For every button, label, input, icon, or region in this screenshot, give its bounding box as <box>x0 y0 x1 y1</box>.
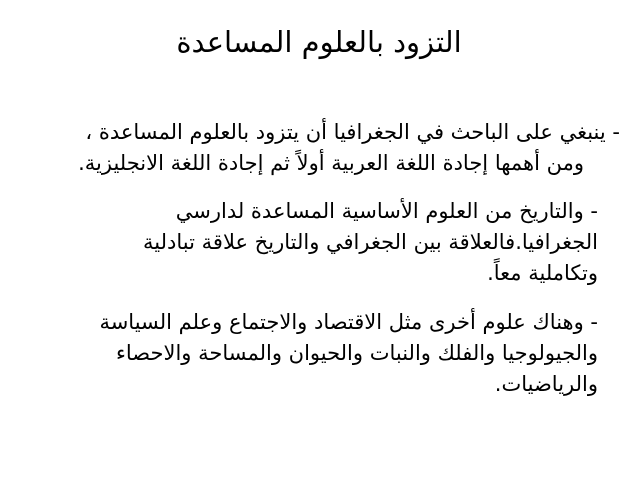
paragraph-history <box>38 196 598 289</box>
paragraph-line: وتكاملية معاً. <box>487 261 598 285</box>
paragraph-line: - وهناك علوم أخرى مثل الاقتصاد والاجتماع وعلم السياسة <box>99 310 598 334</box>
paragraph-line: - والتاريخ من العلوم الأساسية المساعدة لدارسي <box>175 199 598 223</box>
paragraph-line: ومن أهمها إجادة اللغة العربية أولاً ثم إجادة اللغة الانجليزية. <box>78 151 584 175</box>
paragraph-auxiliary-sciences <box>12 117 620 179</box>
paragraph-line: والرياضيات. <box>494 372 598 396</box>
paragraph-line: والجيولوجيا والفلك والنبات والحيوان والمساحة والاحصاء <box>116 341 598 365</box>
slide-title: التزود بالعلوم المساعدة <box>176 25 462 59</box>
paragraph-line: - ينبغي على الباحث في الجغرافيا أن يتزود بالعلوم المساعدة ، <box>85 120 620 144</box>
paragraph-other-sciences <box>8 307 598 400</box>
paragraph-line: الجغرافيا.فالعلاقة بين الجغرافي والتاريخ علاقة تبادلية <box>143 230 598 254</box>
